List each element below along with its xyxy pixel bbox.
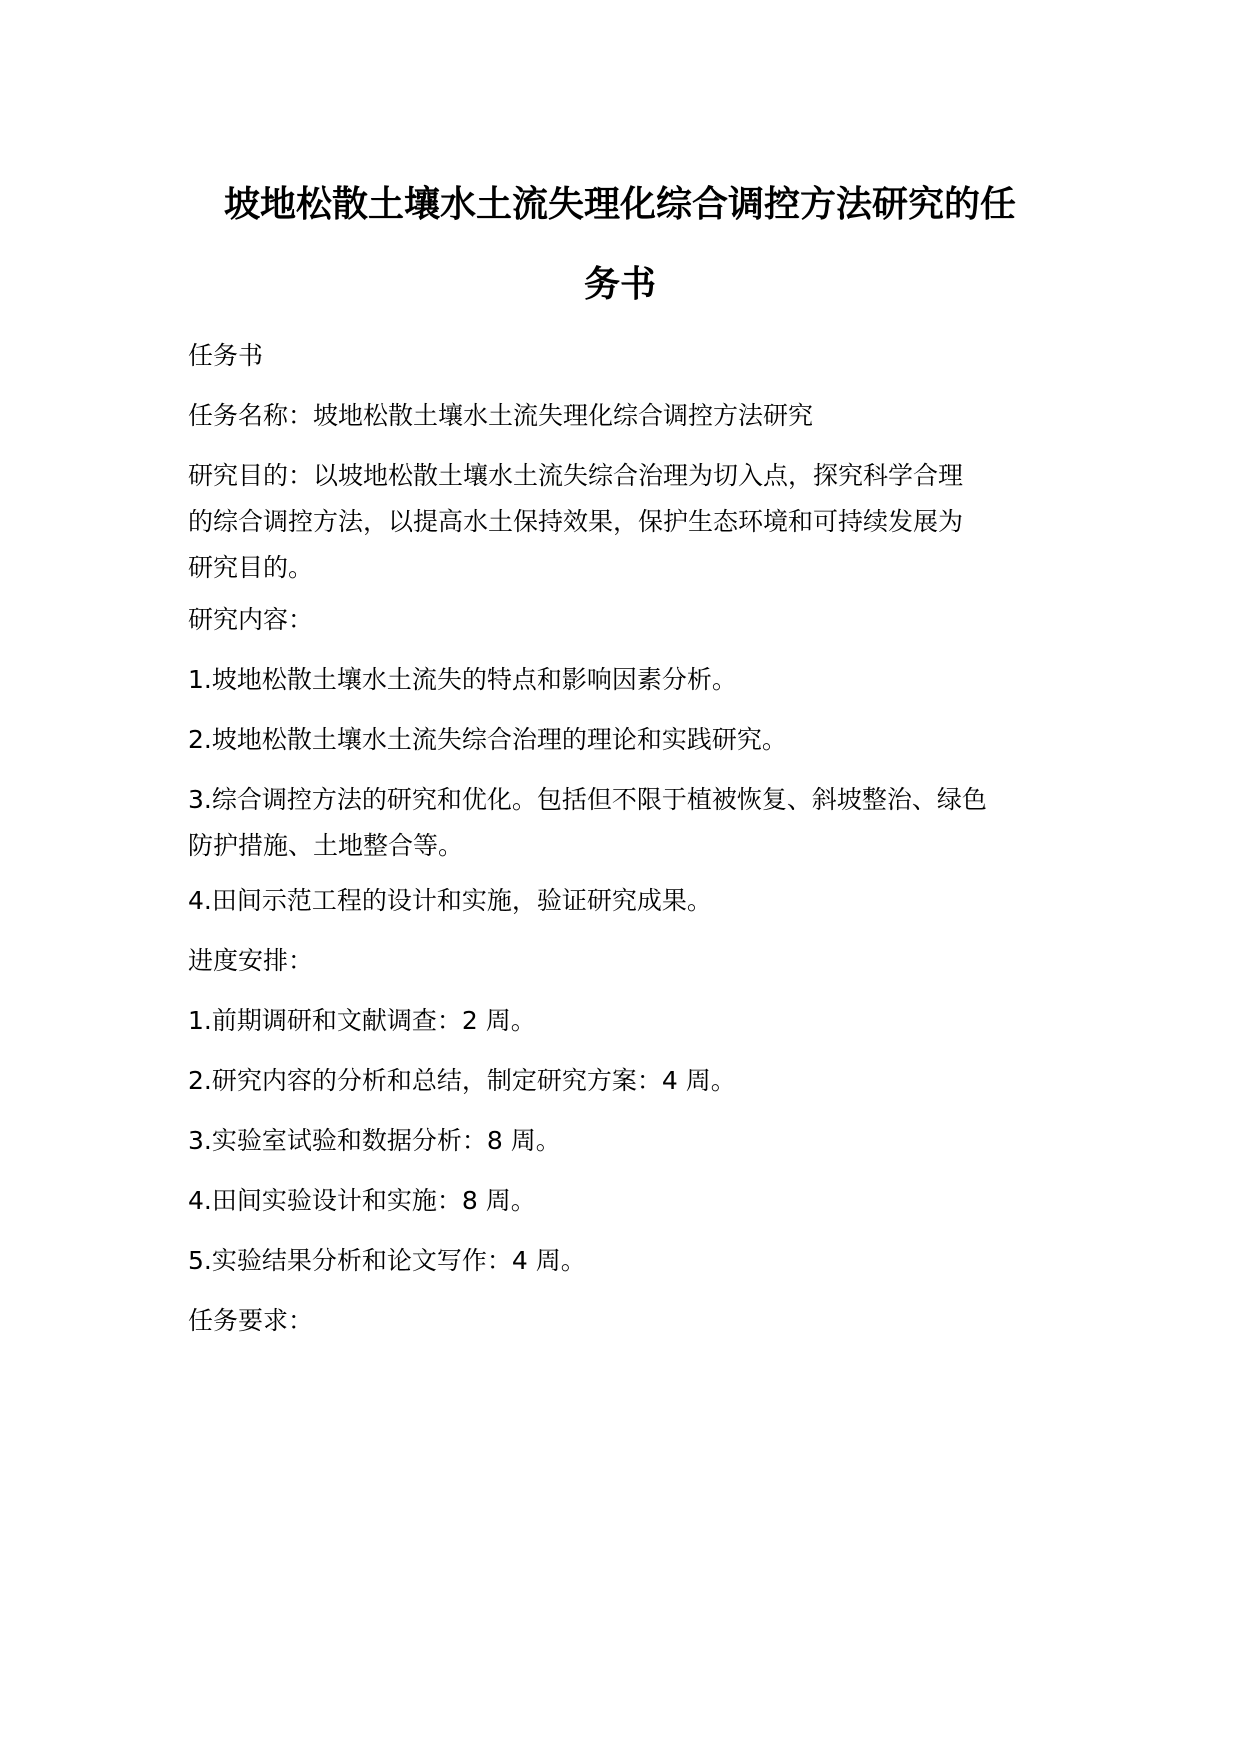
list-item-content-1: 1.坡地松散土壤水土流失的特点和影响因素分析。 [188,665,737,694]
list-item-content-3: 3.综合调控方法的研究和优化。包括但不限于植被恢复、斜坡整治、绿色 防护措施、土地整合等。 [188,785,987,860]
title-line-1: 坡地松散土壤水土流失理化综合调控方法研究的任 [223,184,1016,225]
paragraph-research-content-heading: 研究内容： [188,605,314,634]
paragraph-schedule-heading: 进度安排： [188,946,314,975]
paragraph-requirements-heading: 任务要求： [188,1306,314,1335]
list-item-content-4: 4.田间示范工程的设计和实施，验证研究成果。 [188,886,712,915]
list-item-content-2: 2.坡地松散土壤水土流失综合治理的理论和实践研究。 [188,725,787,754]
list-item-schedule-2: 2.研究内容的分析和总结，制定研究方案：4 周。 [188,1066,736,1095]
paragraph-task-name: 任务名称：坡地松散土壤水土流失理化综合调控方法研究 [188,401,814,430]
title-line-2: 务书 [583,264,656,305]
list-item-schedule-1: 1.前期调研和文献调查：2 周。 [188,1006,536,1035]
list-item-schedule-4: 4.田间实验设计和实施：8 周。 [188,1186,536,1215]
list-item-schedule-3: 3.实验室试验和数据分析：8 周。 [188,1126,561,1155]
list-item-schedule-5: 5.实验结果分析和论文写作：4 周。 [188,1246,586,1275]
paragraph-research-purpose: 研究目的：以坡地松散土壤水土流失综合治理为切入点，探究科学合理 的综合调控方法，以提高水土保持效果，保护生态环境和可持续发展为 研究目的。 [188,461,964,582]
paragraph-heading-task-book: 任务书 [188,341,264,370]
document-title [190,165,1050,325]
